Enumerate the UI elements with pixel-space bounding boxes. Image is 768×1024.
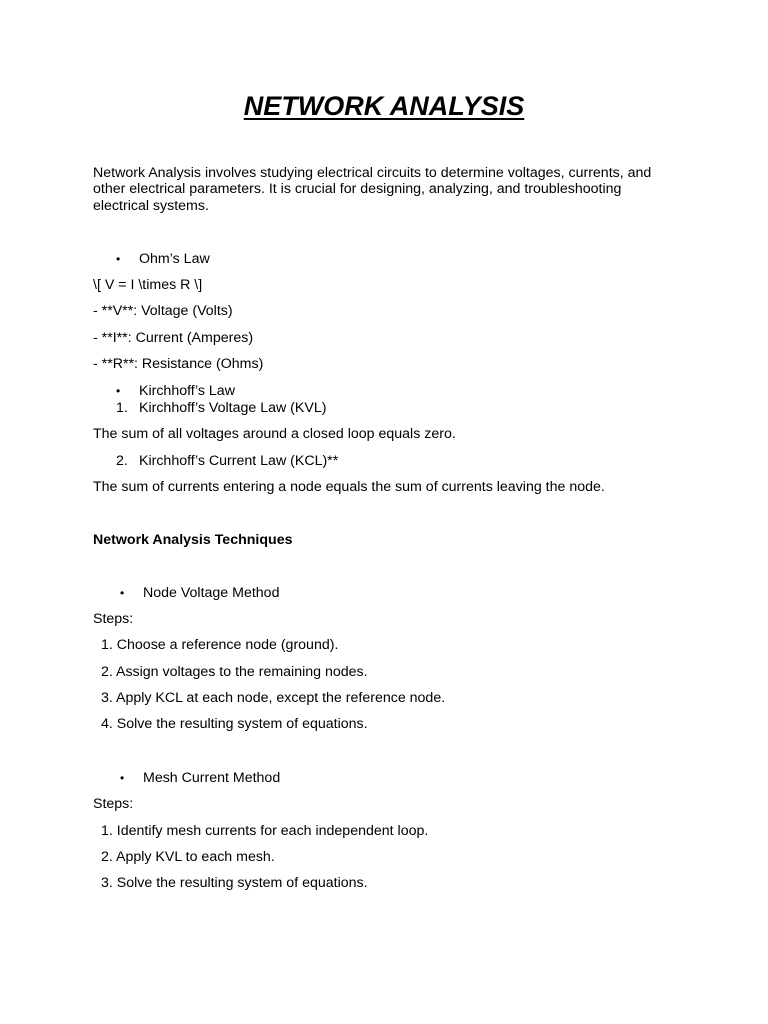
bullet-icon: • [120,586,125,600]
intro-paragraph: Network Analysis involves studying electrical circuits to determine voltages, currents, and other electrical parameters. It is crucial for designing, analyzing, and troubleshooting electrical systems. [93,165,652,214]
step-item: 1. Choose a reference node (ground). [101,637,339,653]
step-item: 3. Apply KCL at each node, except the reference node. [101,690,446,706]
bullet-icon: • [116,252,121,266]
mesh-current-bullet: Mesh Current Method [143,770,281,786]
kvl-description: The sum of all voltages around a closed loop equals zero. [93,426,456,442]
step-item: 1. Identify mesh currents for each independent loop. [101,823,429,839]
kvl-item: Kirchhoff’s Voltage Law (KVL) [139,400,327,416]
node-voltage-bullet: Node Voltage Method [143,585,280,601]
step-item: 3. Solve the resulting system of equations. [101,875,368,891]
step-item: 4. Solve the resulting system of equations. [101,716,368,732]
kvl-number: 1. [116,400,128,416]
bullet-icon: • [116,384,121,398]
steps-label: Steps: [93,611,134,627]
techniques-heading: Network Analysis Techniques [93,532,293,548]
definition-line: - **I**: Current (Amperes) [93,330,254,346]
bullet-icon: • [120,771,125,785]
definition-line: - **V**: Voltage (Volts) [93,303,233,319]
document-title: NETWORK ANALYSIS [243,91,525,121]
step-item: 2. Assign voltages to the remaining nodes. [101,664,368,680]
definition-line: - **R**: Resistance (Ohms) [93,356,264,372]
kirchhoff-law-bullet: Kirchhoff’s Law [139,383,235,399]
kcl-number: 2. [116,453,128,469]
step-item: 2. Apply KVL to each mesh. [101,849,275,865]
kcl-item: Kirchhoff’s Current Law (KCL)** [139,453,339,469]
ohms-law-formula: \[ V = I \times R \] [93,277,203,293]
steps-label: Steps: [93,796,134,812]
kcl-description: The sum of currents entering a node equals the sum of currents leaving the node. [93,479,605,495]
ohms-law-bullet: Ohm’s Law [139,251,210,267]
